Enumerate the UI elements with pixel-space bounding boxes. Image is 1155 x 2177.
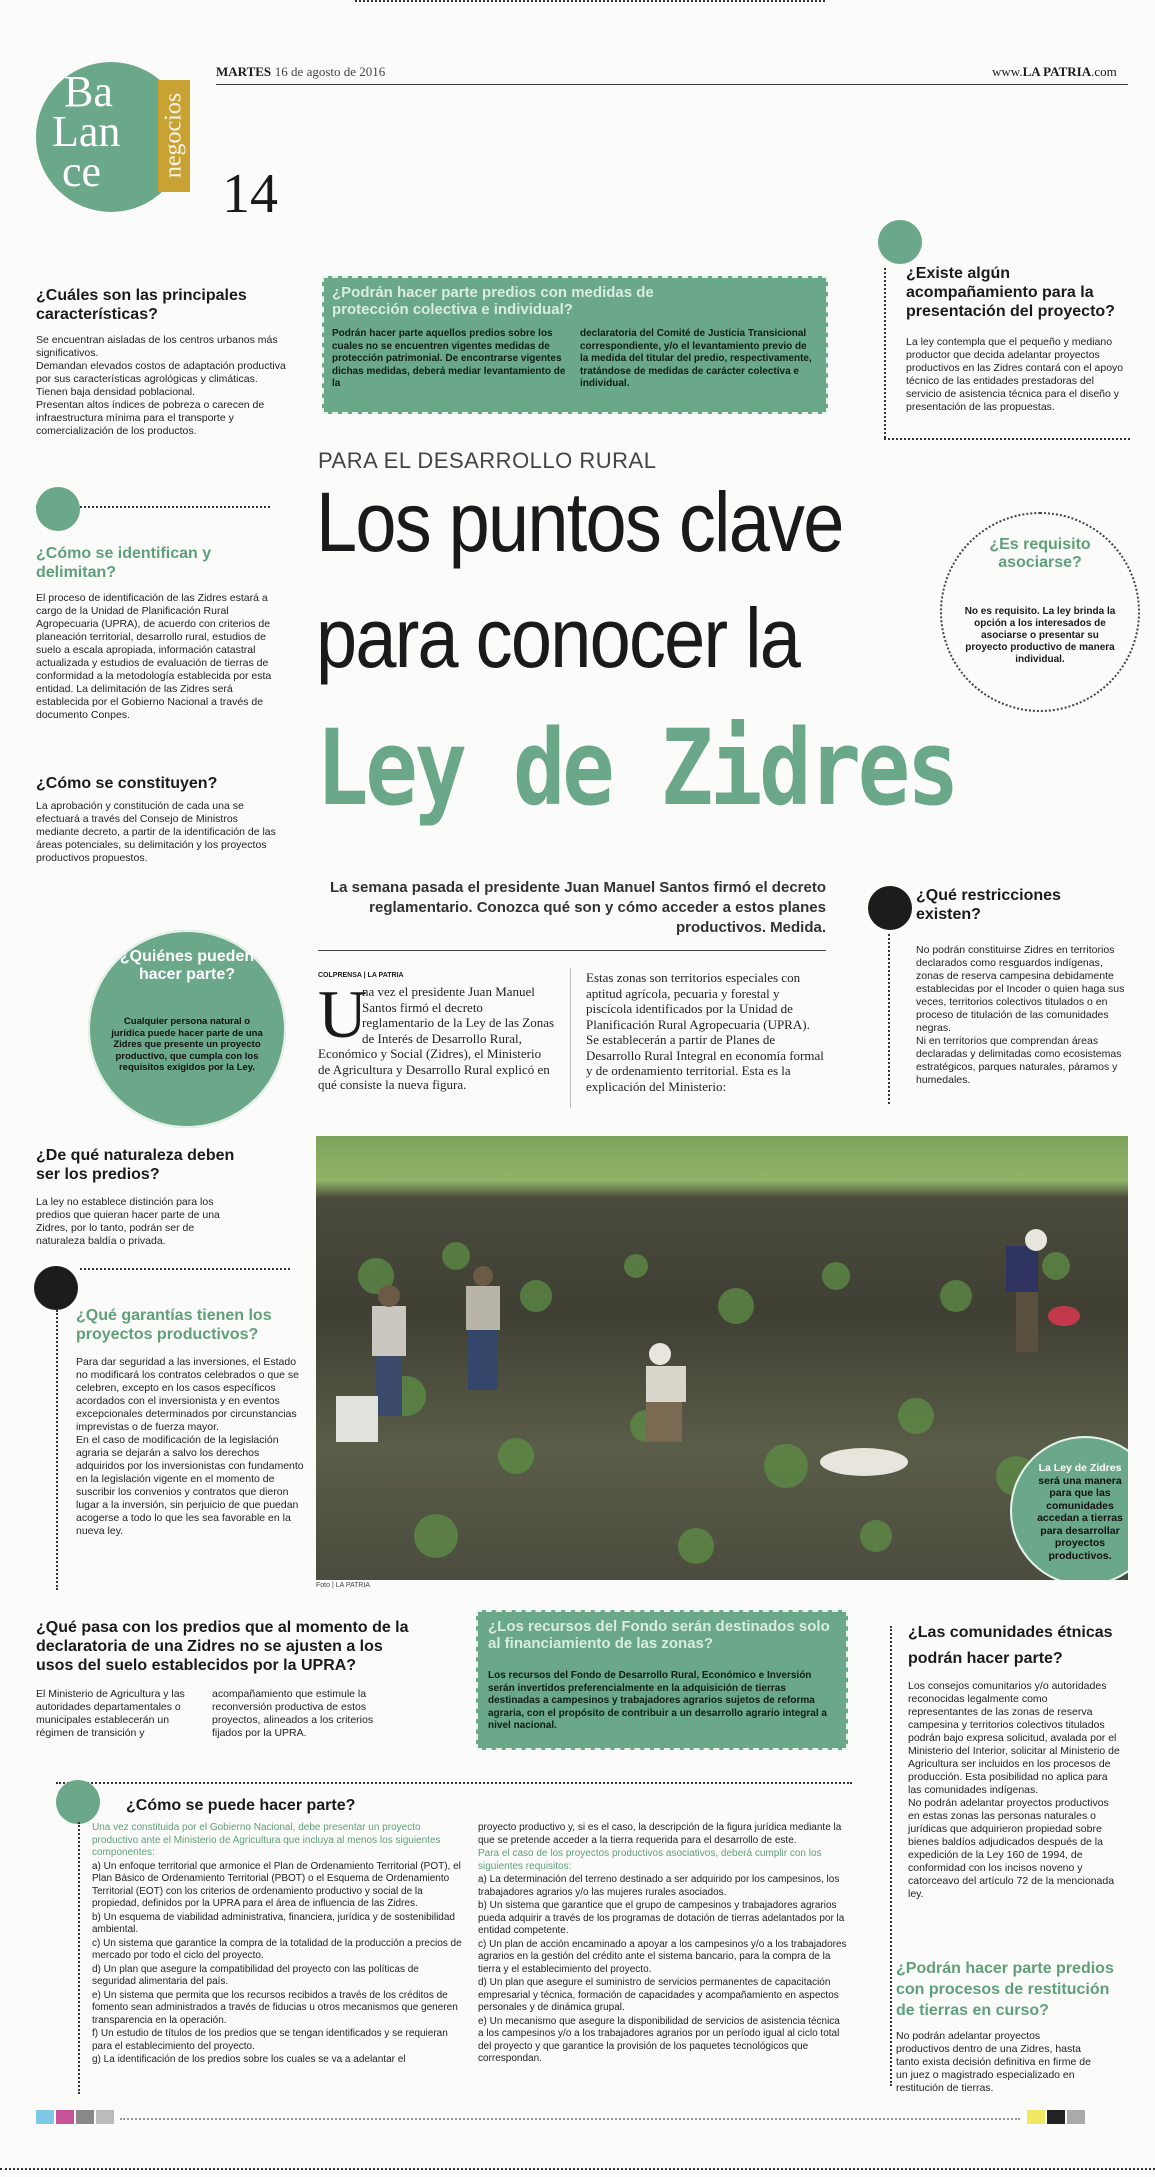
farmer-4: [1006, 1229, 1080, 1352]
q2-title: ¿Cómo se identifican y delimitan?: [36, 545, 212, 581]
logo-tag-text: negocios: [160, 92, 187, 179]
photo-credit: Foto | LA PATRIA: [316, 1582, 371, 1589]
header-date-text: 16 de agosto de 2016: [274, 64, 386, 79]
proteccion-box: [322, 276, 828, 414]
article-col-rule: [570, 968, 571, 1108]
headline-line-2: para conocer la: [316, 591, 800, 685]
print-color-bar: [36, 2110, 1126, 2129]
bottom-dotted-rule: [0, 2168, 1155, 2170]
q1-item: Demandan elevados costos de adaptación productiva por sus características agrológicas y climáticas.: [36, 360, 286, 385]
photo-caption-rest: será una manera para que las comunidades accedan a tierras para desarrollar proyectos productivos.: [1037, 1474, 1123, 1562]
article-col-1: [318, 984, 556, 1093]
how-col-2: [478, 1822, 848, 2067]
section-logo: [36, 62, 198, 224]
q1-list: [36, 334, 286, 438]
how-title: ¿Cómo se puede hacer parte?: [126, 1797, 356, 1814]
site-prefix: www.: [992, 64, 1023, 79]
restricciones-body: No podrán constituirse Zidres en territorios declarados como resguardos indígenas, zonas de reserva campesina debidamente establecidas por el Incoder o quien haga sus veces, territorios colectivos titulados o en proceso de titulación de las comunidades negras. Ni en territorios que comprendan áreas declaradas y delimitadas como ecosistemas estratégicos, parques naturales, páramos y humedales.: [916, 944, 1125, 1086]
byline: COLPRENSA | LA PATRIA: [318, 972, 404, 979]
q4-body: La ley no establece distinción para los predios que quieran hacer parte de una Zidres, por lo tanto, podrán ser de naturaleza baldía o privada.: [36, 1196, 220, 1247]
headline-line-1: Los puntos clave: [316, 475, 843, 569]
asociarse-body: No es requisito. La ley brinda la opción a los interesados de asociarse o presentar su proyecto productivo de manera individual.: [964, 606, 1116, 665]
site-suffix: .com: [1091, 64, 1117, 79]
kicker: PARA EL DESARROLLO RURAL: [318, 448, 657, 473]
top-dotted-rule: [355, 0, 825, 2]
how-dots: [78, 1822, 80, 2094]
logo-line-2: Lan: [52, 107, 121, 156]
asociarse-circle: [940, 512, 1140, 712]
how-col-1: [92, 1822, 464, 2068]
restitucion-body: No podrán adelantar proyectos productivos dentro de una Zidres, hasta tanto exista decisión definitiva en firme de un juez o magistrado especializado en restitución de tierras.: [896, 2030, 1091, 2094]
how-item: f) Un estudio de títulos de los predios que se tengan identificados y se requieran para el establecimiento del proyecto.: [92, 2028, 448, 2052]
farmer-2: [466, 1266, 500, 1390]
field-photo: [316, 1136, 1128, 1580]
how-item: c) Un sistema que garantice la compra de la totalidad de la producción a precios de mercado por todo el ciclo del proyecto.: [92, 1937, 462, 1961]
headline-line-3: Ley de Zidres: [316, 707, 957, 829]
restricciones-title: ¿Qué restricciones existen?: [916, 887, 1061, 923]
how-item: b) Un esquema de viabilidad administrativa, financiera, jurídica y de sostenibilidad ambiental.: [92, 1911, 455, 1935]
fondo-body: Los recursos del Fondo de Desarrollo Rural, Económico e Inversión serán invertidos preferencialmente en la adquisición de tierras destinadas a campesinos y trabajadores agrarios sujetos de reforma agraria, con el propósito de contribuir a un desarrollo agrario integral a nivel nacional.: [488, 1670, 827, 1731]
upra-title: ¿Qué pasa con los predios que al momento de la declaratoria de una Zidres no se ajusten a los usos del suelo establecidos por la UPRA?: [36, 1619, 409, 1674]
plant-icon: [878, 220, 922, 264]
deck: La semana pasada el presidente Juan Manuel Santos firmó el decreto reglamentario. Conozca qué son y cómo acceder a estos planes productivos. Medida.: [330, 879, 826, 936]
proteccion-title: ¿Podrán hacer parte predios con medidas de protección colectiva e individual?: [332, 284, 654, 318]
how-item: d) Un plan que asegure la compatibilidad del proyecto con las políticas de seguridad alimentaria del país.: [92, 1963, 419, 1987]
quienes-body: Cualquier persona natural o jurídica puede hacer parte de una Zidres que presente un proyecto productivo, que cumpla con los requisitos exigidos por la Ley.: [111, 1016, 263, 1073]
photo-caption: [1030, 1462, 1128, 1562]
etnicas-dots: [890, 1626, 892, 2086]
upra-col-2: acompañamiento que estimule la reconversión productiva de estos proyectos, alineados a los criterios fijados por la UPRA.: [212, 1688, 374, 1739]
how-item: b) Un sistema que garantice que el grupo de campesinos y trabajadores agrarios pueda adquirir a través de los programas de dotación de tierras adelantados por la entidad competente.: [478, 1900, 845, 1936]
upra-col-1: El Ministerio de Agricultura y las autoridades departamentales o municipales establecerán un régimen de transición y: [36, 1688, 185, 1739]
sack: [336, 1396, 378, 1442]
logo-line-1: Ba: [64, 67, 113, 116]
q1-item: Presentan altos índices de pobreza o carecen de infraestructura mínima para el transporte y comercialización de los productos.: [36, 399, 265, 437]
right-hdots: [884, 438, 1130, 440]
how-item: d) Un plan que asegure el suministro de servicios permanentes de capacitación empresarial y técnica, formación de capacidades y acompañamiento en aspectos personales y de dinámica grupal.: [478, 1977, 839, 2013]
fondo-title: ¿Los recursos del Fondo serán destinados solo al financiamiento de las zonas?: [488, 1618, 830, 1652]
header-rule: [216, 84, 1128, 85]
q1-item: Se encuentran aisladas de los centros urbanos más significativos.: [36, 334, 278, 359]
divider: [80, 1268, 290, 1270]
hand-icon: [56, 1780, 100, 1824]
right-dots: [884, 268, 886, 438]
quienes-title: ¿Quiénes pueden hacer parte?: [119, 948, 255, 983]
how-rule: [56, 1782, 852, 1784]
how-item: c) Un plan de acción encaminado a apoyar a los campesinos y/o a los trabajadores agrarios en la gestión del crédito ante el sistema bancario, para la compra de la tierra y el establecimiento del proyecto.: [478, 1938, 847, 1975]
etnicas-body: Los consejos comunitarios y/o autoridades reconocidas legalmente como representantes de las zonas de reserva campesina y territorios colectivos titulados podrán bajo expresa solicitud, avalada por el Ministerio del Interior, solicitar al Ministerio de Agricultura ser incluidos en los procesos de producción. Esta posibilidad no aplica para las comunidades indígenas. No podrán adelantar proyectos productivos en estas zonas las personas naturales o jurídicas que adquirieron propiedad sobre bienes baldíos adjudicados después de la expedición de la Ley 160 de 1994, de conformidad con los incisos noveno y catorceavo del artículo 72 de la mencionada ley.: [908, 1680, 1120, 1900]
acomp-body: La ley contempla que el pequeño y mediano productor que decida adelantar proyectos productivos en las Zidres contará con el apoyo técnico de las entidades prestadoras del servicio de asistencia técnica para el diseño y presentación de las propuestas.: [906, 336, 1124, 413]
article-col-1-text: na vez el presidente Juan Manuel Santos firmó el decreto reglamentario de la Ley de las Zonas de Interés de Desarrollo Rural, Económico y Social (Zidres), el Ministerio de Agricultura y Desarrollo Rural explicó en qué consiste la nueva figura.: [318, 984, 555, 1092]
proteccion-col1: Podrán hacer parte aquellos predios sobre los cuales no se encuentren vigentes medidas de protección patrimonial. De encontrarse vigentes dichas medidas, deberá mediar levantamiento de la: [332, 328, 566, 389]
how-item: a) La determinación del terreno destinado a ser adquirido por los campesinos, los trabajadores agrarios y/o las mujeres rurales asociados.: [478, 1874, 840, 1898]
q5-body: Para dar seguridad a las inversiones, el Estado no modificará los contratos celebrados o que se celebren, excepto en los casos específicos acordados con el inversionista y en eventos excepcionales determinados por circunstancias imprevistas o de fuerza mayor. En el caso de modificación de la legislación agraria se dejarán a salvo los derechos adquiridos por los inversionistas con fundamento en la legislación vigente en el momento de suscribir los convenios y contratos que dieron lugar a la inversión, sin perjuicio de que puedan acogerse a todo lo que les sea favorable en la nueva ley.: [76, 1356, 304, 1537]
asociarse-title: ¿Es requisito asociarse?: [989, 536, 1091, 571]
sack-2: [820, 1448, 908, 1476]
photo-caption-lead: La Ley de Zidres: [1038, 1462, 1122, 1474]
how-item: g) La identificación de los predios sobre los cuales se va a adelantar el: [92, 2054, 406, 2065]
farmer-3: [646, 1343, 686, 1442]
etnicas-title: ¿Las comunidades étnicas podrán hacer parte?: [908, 1624, 1113, 1667]
deck-rule: [318, 950, 826, 951]
how-col2-lead: proyecto productivo y, si es el caso, la descripción de la figura jurídica mediante la que se pretende acceder a la tierra requerida para el desarrollo de este.: [478, 1822, 842, 1846]
q1-item: Tienen baja densidad poblacional.: [36, 386, 195, 398]
q2-body: El proceso de identificación de las Zidres estará a cargo de la Unidad de Planificación Rural Agropecuaria (UPRA), de acuerdo con criterios de planeación territorial, desarrollo rural, estudios de suelo a escala apropiada, información catastral actualizada y estudios de evaluación de tierras de conformidad a la metodología establecida por esta entidad. La delimitación de las Zidres será establecida por el Gobierno Nacional a través de documento Conpes.: [36, 592, 272, 721]
acomp-title: ¿Existe algún acompañamiento para la presentación del proyecto?: [906, 265, 1115, 320]
header-site[interactable]: [992, 64, 1117, 80]
how-intro: Una vez constituida por el Gobierno Nacional, debe presentar un proyecto productivo ante el Ministerio de Agricultura que incluya al menos los siguientes componentes:: [92, 1822, 441, 1858]
q3-body: La aprobación y constitución de cada una se efectuará a través del Consejo de Ministros mediante decreto, a partir de la identificación de las áreas potenciales, su delimitación y los proyectos productivos propuestos.: [36, 800, 276, 864]
q5-dots: [56, 1310, 58, 1590]
how-item: a) Un enfoque territorial que armonice el Plan de Ordenamiento Territorial (POT), el Plan Básico de Ordenamiento Territorial (PBOT) o el Esquema de Ordenamiento Territorial (EOT) con los criterios de ordenamiento productivo y social de la propiedad, definidos por la UPRA para el área de influencia de las Zidres.: [92, 1860, 461, 1909]
restricciones-dots: [888, 934, 890, 1104]
field-photo-art: [316, 1136, 1128, 1580]
quienes-circle: [88, 930, 286, 1128]
dropcap: U: [318, 976, 368, 1052]
q4-title: ¿De qué naturaleza deben ser los predios?: [36, 1147, 235, 1183]
restitucion-title: ¿Podrán hacer parte predios con procesos de restitución de tierras en curso?: [896, 1960, 1114, 2019]
header-day: MARTES: [216, 64, 272, 79]
fondo-box: [476, 1610, 848, 1750]
q5-title: ¿Qué garantías tienen los proyectos productivos?: [76, 1307, 272, 1343]
tree-icon: [34, 1266, 78, 1310]
proteccion-col2: declaratoria del Comité de Justicia Transicional correspondiente, y/o el levantamiento previo de la medida del titular del predio, respectivamente, tratándose de medidas de carácter colectiva e individual.: [580, 328, 812, 389]
how-item: e) Un sistema que permita que los recursos recibidos a través de los créditos de fomento sean administrados a través de fiducias u otros mecanismos que generen transparencia en la operación.: [92, 1989, 458, 2026]
logo-line-3: ce: [62, 147, 102, 196]
q1-title: ¿Cuáles son las principales características?: [36, 287, 247, 323]
how-col2-intro: Para el caso de los proyectos productivos asociativos, deberá cumplir con los siguientes requisitos:: [478, 1848, 822, 1872]
site-brand: LA PATRIA: [1022, 64, 1092, 79]
restriction-icon: [868, 886, 912, 930]
header-date: [216, 64, 385, 80]
q3-title: ¿Cómo se constituyen?: [36, 775, 218, 792]
map-icon: [36, 487, 80, 531]
article-col-2: Estas zonas son territorios especiales con aptitud agrícola, pecuaria y forestal y piscícola identificados por la Unidad de Planificación Rural Agropecuaria (UPRA). Se establecerán a partir de Planes de Desarrollo Rural Integral en economía formal y de ordenamiento territorial. Esta es la explicación del Ministerio:: [586, 970, 824, 1094]
page-number: 14: [222, 163, 278, 225]
how-item: e) Un mecanismo que asegure la disponibilidad de servicios de asistencia técnica a los campesinos y/o a los trabajadores agrarios por un período igual al ciclo total del proyecto y que garantice la provisión de los paquetes tecnológicos que correspondan.: [478, 2015, 840, 2064]
